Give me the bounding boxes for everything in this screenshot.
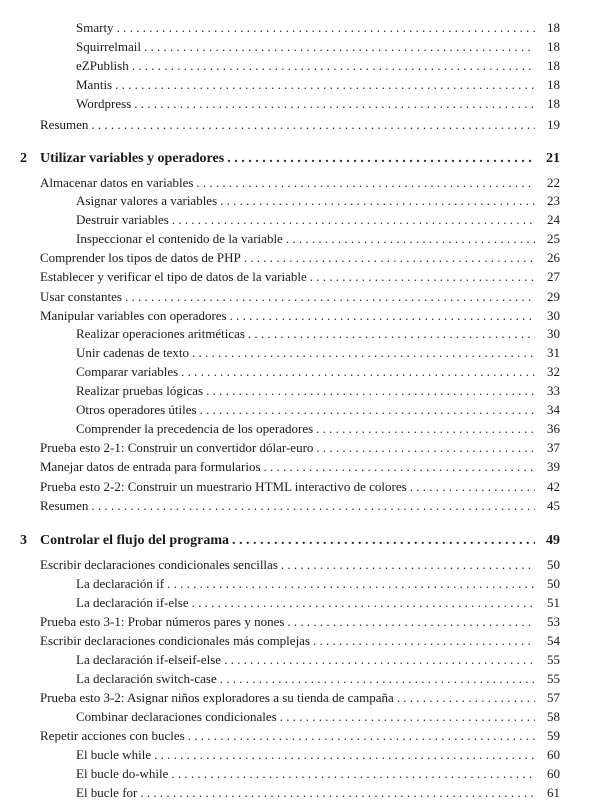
toc-entry-title: El bucle do-while — [76, 766, 169, 781]
toc-entry-title: Comprender la precedencia de los operadores — [76, 421, 314, 436]
toc-entry — [76, 746, 560, 764]
toc-entry — [76, 230, 560, 248]
chapter-page: 49 — [546, 533, 560, 548]
dot-leader — [181, 363, 535, 381]
toc-entry-page: 31 — [547, 345, 560, 360]
toc-entry-title: Unir cadenas de texto — [76, 345, 189, 360]
chapter-title: Utilizar variables y operadores — [40, 151, 225, 166]
chapter-number: 2 — [20, 151, 27, 166]
toc-entry-title: Almacenar datos en variables — [40, 175, 194, 190]
toc-entry — [40, 439, 560, 457]
toc-entry-title: Mantis — [76, 77, 113, 92]
toc-entry-title: Repetir acciones con bucles — [40, 728, 185, 743]
toc-entry-page: 29 — [547, 289, 560, 304]
toc-entry-title: Realizar pruebas lógicas — [76, 383, 204, 398]
dot-leader — [280, 708, 535, 726]
toc-entry — [40, 288, 560, 306]
toc-entry-title: El bucle for — [76, 785, 138, 800]
toc-entry-page: 55 — [547, 671, 560, 686]
toc-entry-title: Prueba esto 2-1: Construir un convertidor dólar-euro — [40, 440, 314, 455]
toc-entry-title: Inspeccionar el contenido de la variable — [76, 231, 283, 246]
dot-leader — [410, 478, 535, 496]
toc-entry-page: 22 — [547, 175, 560, 190]
toc-entry — [76, 95, 560, 113]
toc-entry-page: 30 — [547, 308, 560, 323]
toc-entry-page: 18 — [547, 77, 560, 92]
dot-leader — [220, 670, 535, 688]
toc-entry-page: 57 — [547, 690, 560, 705]
dot-leader — [232, 532, 535, 550]
toc-entry-page: 30 — [547, 326, 560, 341]
toc-entry-page: 60 — [547, 766, 560, 781]
toc-entry — [76, 344, 560, 362]
toc-entry-page: 58 — [547, 709, 560, 724]
toc-entry-title: Combinar declaraciones condicionales — [76, 709, 277, 724]
toc-entry — [76, 211, 560, 229]
toc-entry-title: Comparar variables — [76, 364, 179, 379]
dot-leader — [281, 556, 535, 574]
toc-entry — [40, 307, 560, 325]
dot-leader — [316, 420, 535, 438]
toc-entry-page: 59 — [547, 728, 560, 743]
toc-entry-title: El bucle while — [76, 747, 152, 762]
dot-leader — [316, 439, 535, 457]
toc-entry-title: Manejar datos de entrada para formularios — [40, 459, 261, 474]
toc-entry — [76, 401, 560, 419]
toc-entry-page: 26 — [547, 250, 560, 265]
dot-leader — [200, 401, 535, 419]
toc-entry-title: La declaración if-else — [76, 595, 189, 610]
dot-leader — [172, 211, 535, 229]
toc-entry-page: 50 — [547, 576, 560, 591]
toc-entry-title: Smarty — [76, 20, 114, 35]
toc-entry-title: Manipular variables con operadores — [40, 308, 227, 323]
toc-entry-page: 39 — [547, 459, 560, 474]
toc-entry — [76, 765, 560, 783]
toc-entry-page: 34 — [547, 402, 560, 417]
toc-entry-title: Escribir declaraciones condicionales sencillas — [40, 557, 278, 572]
toc-entry-page: 18 — [547, 58, 560, 73]
chapter-heading — [20, 532, 560, 550]
toc-entry — [40, 116, 560, 134]
dot-leader — [115, 76, 535, 94]
dot-leader — [140, 784, 535, 802]
dot-leader — [310, 268, 535, 286]
toc-entry — [40, 268, 560, 286]
toc-entry-title: Realizar operaciones aritméticas — [76, 326, 245, 341]
dot-leader — [286, 230, 535, 248]
toc-entry-title: eZPublish — [76, 58, 129, 73]
toc-entry — [76, 363, 560, 381]
toc-entry — [40, 556, 560, 574]
toc-entry — [76, 420, 560, 438]
toc-entry — [40, 689, 560, 707]
toc-entry — [40, 632, 560, 650]
dot-leader — [227, 150, 535, 168]
toc-entry-title: Otros operadores útiles — [76, 402, 197, 417]
toc-entry-page: 60 — [547, 747, 560, 762]
dot-leader — [91, 116, 535, 134]
toc-entry-page: 23 — [547, 193, 560, 208]
toc-entry-page: 42 — [547, 479, 560, 494]
toc-entry — [40, 727, 560, 745]
toc-entry-page: 36 — [547, 421, 560, 436]
dot-leader — [220, 192, 535, 210]
toc-entry-title: La declaración if — [76, 576, 165, 591]
dot-leader — [196, 174, 535, 192]
dot-leader — [91, 497, 535, 515]
dot-leader — [206, 382, 535, 400]
toc-entry-page: 53 — [547, 614, 560, 629]
dot-leader — [244, 249, 535, 267]
dot-leader — [397, 689, 535, 707]
dot-leader — [264, 458, 535, 476]
toc-entry-title: Destruir variables — [76, 212, 169, 227]
chapter-heading — [20, 150, 560, 168]
chapter-title: Controlar el flujo del programa — [40, 533, 229, 548]
toc-entry — [76, 382, 560, 400]
toc-entry — [40, 458, 560, 476]
dot-leader — [188, 727, 535, 745]
toc-entry — [76, 192, 560, 210]
toc-entry-page: 18 — [547, 96, 560, 111]
dot-leader — [192, 344, 535, 362]
toc-entry — [76, 575, 560, 593]
dot-leader — [192, 594, 535, 612]
dot-leader — [167, 575, 535, 593]
toc-entry-title: La declaración switch-case — [76, 671, 217, 686]
toc-entry — [76, 670, 560, 688]
toc-entry-title: Asignar valores a variables — [76, 193, 218, 208]
toc-entry-title: Wordpress — [76, 96, 132, 111]
dot-leader — [117, 19, 535, 37]
toc-entry-page: 54 — [547, 633, 560, 648]
toc-entry-page: 27 — [547, 269, 560, 284]
toc-entry-page: 33 — [547, 383, 560, 398]
dot-leader — [287, 613, 535, 631]
dot-leader — [313, 632, 535, 650]
chapter-page: 21 — [546, 151, 560, 166]
toc-entry-page: 51 — [547, 595, 560, 610]
toc-entry — [76, 19, 560, 37]
toc-entry-title: Resumen — [40, 117, 89, 132]
toc-entry-title: Comprender los tipos de datos de PHP — [40, 250, 241, 265]
toc-entry — [40, 497, 560, 515]
dot-leader — [154, 746, 535, 764]
toc-entry-page: 18 — [547, 39, 560, 54]
toc-entry — [76, 784, 560, 802]
toc-entry-title: Prueba esto 3-1: Probar números pares y nones — [40, 614, 285, 629]
toc-entry-page: 55 — [547, 652, 560, 667]
toc-entry-page: 50 — [547, 557, 560, 572]
dot-leader — [132, 57, 535, 75]
dot-leader — [230, 307, 535, 325]
toc-entry — [40, 478, 560, 496]
toc-entry — [76, 38, 560, 56]
chapter-number: 3 — [20, 533, 27, 548]
toc-entry-title: Prueba esto 2-2: Construir un muestrario HTML interactivo de colores — [40, 479, 407, 494]
dot-leader — [144, 38, 535, 56]
toc-entry — [76, 57, 560, 75]
toc-entry-title: La declaración if-elseif-else — [76, 652, 222, 667]
toc-entry — [76, 325, 560, 343]
toc-entry-title: Escribir declaraciones condicionales más complejas — [40, 633, 311, 648]
toc-entry-page: 18 — [547, 20, 560, 35]
toc-entry — [76, 708, 560, 726]
dot-leader — [171, 765, 535, 783]
toc-entry-title: Establecer y verificar el tipo de datos de la variable — [40, 269, 307, 284]
toc-entry-title: Prueba esto 3-2: Asignar niños exploradores a su tienda de campaña — [40, 690, 394, 705]
toc-entry — [76, 594, 560, 612]
dot-leader — [248, 325, 535, 343]
toc-entry — [76, 76, 560, 94]
dot-leader — [125, 288, 535, 306]
dot-leader — [134, 95, 535, 113]
toc-entry-page: 25 — [547, 231, 560, 246]
toc-entry-title: Usar constantes — [40, 289, 122, 304]
toc-entry-page: 37 — [547, 440, 560, 455]
dot-leader — [224, 651, 535, 669]
toc-entry-page: 32 — [547, 364, 560, 379]
toc-entry-page: 19 — [547, 117, 560, 132]
toc-entry-page: 61 — [547, 785, 560, 800]
toc-entry-page: 45 — [547, 498, 560, 513]
toc-entry-title: Resumen — [40, 498, 89, 513]
toc-entry — [76, 651, 560, 669]
toc-entry — [40, 249, 560, 267]
toc-entry — [40, 174, 560, 192]
toc-entry-page: 24 — [547, 212, 560, 227]
toc-entry-title: Squirrelmail — [76, 39, 141, 54]
toc-entry — [40, 613, 560, 631]
